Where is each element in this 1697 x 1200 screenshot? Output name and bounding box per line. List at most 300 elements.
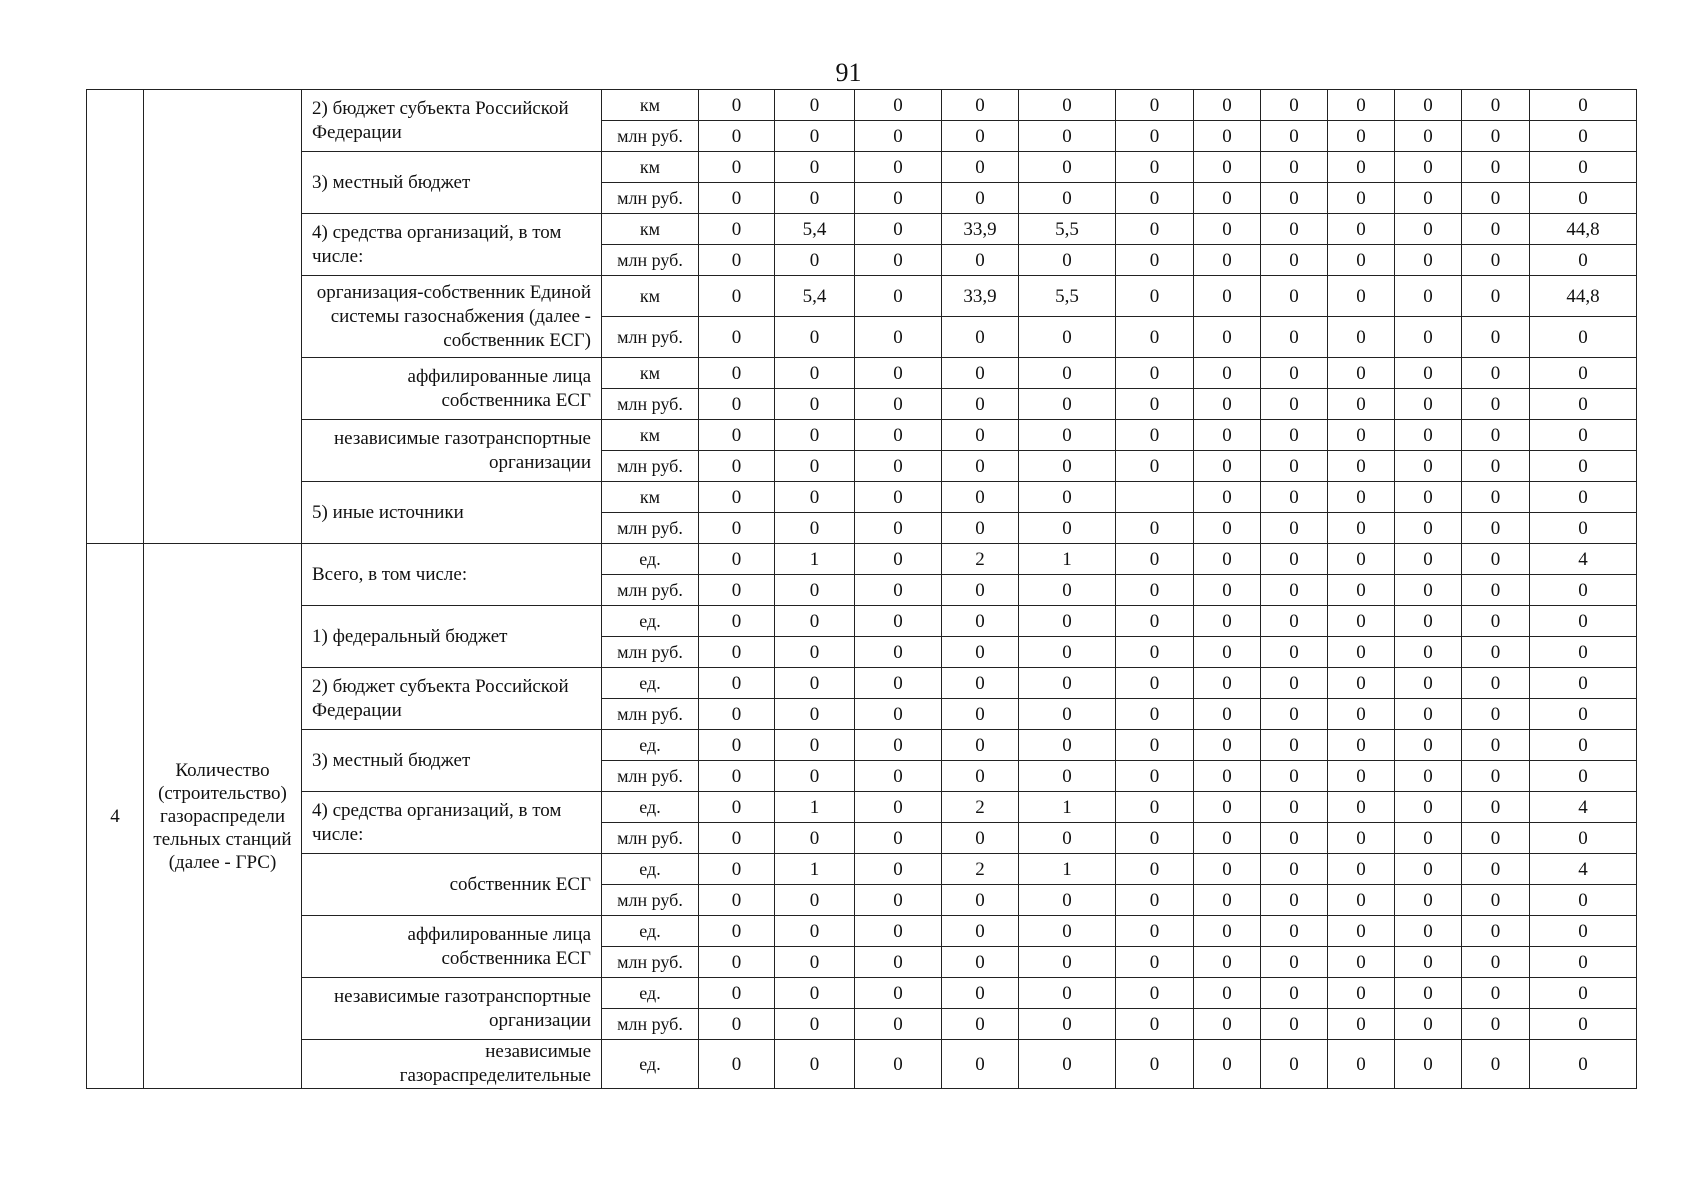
- value-cell: 0: [1530, 420, 1637, 451]
- value-cell: 0: [1328, 575, 1395, 606]
- value-cell: 0: [855, 575, 942, 606]
- value-cell: 0: [1462, 317, 1530, 358]
- value-cell: 0: [1261, 916, 1328, 947]
- unit-cell: млн руб.: [602, 1009, 699, 1040]
- value-cell: 0: [1395, 668, 1462, 699]
- value-cell: 0: [699, 245, 775, 276]
- value-cell: 0: [1019, 606, 1116, 637]
- value-cell: 0: [1116, 245, 1194, 276]
- value-cell: 0: [1019, 389, 1116, 420]
- value-cell: 0: [1194, 544, 1261, 575]
- value-cell: 0: [1462, 245, 1530, 276]
- value-cell: 0: [942, 482, 1019, 513]
- table-row: [87, 1040, 1637, 1089]
- value-cell: 0: [775, 358, 855, 389]
- value-cell: 0: [855, 245, 942, 276]
- value-cell: 0: [1328, 358, 1395, 389]
- value-cell: 0: [1462, 606, 1530, 637]
- value-cell: 0: [1194, 121, 1261, 152]
- value-cell: 0: [775, 699, 855, 730]
- value-cell: 2: [942, 544, 1019, 575]
- value-cell: 0: [1019, 152, 1116, 183]
- value-cell: 0: [1395, 389, 1462, 420]
- value-cell: 0: [942, 358, 1019, 389]
- value-cell: 0: [775, 451, 855, 482]
- table-row: [87, 214, 1637, 245]
- value-cell: 0: [942, 947, 1019, 978]
- value-cell: 0: [1462, 183, 1530, 214]
- value-cell: 0: [775, 389, 855, 420]
- value-cell: 4: [1530, 792, 1637, 823]
- value-cell: 0: [1395, 358, 1462, 389]
- value-cell: 0: [775, 637, 855, 668]
- value-cell: 4: [1530, 544, 1637, 575]
- value-cell: 0: [1261, 575, 1328, 606]
- value-cell: 0: [1328, 668, 1395, 699]
- value-cell: 0: [1261, 792, 1328, 823]
- value-cell: 0: [1116, 121, 1194, 152]
- value-cell: 0: [1462, 152, 1530, 183]
- value-cell: 0: [1328, 637, 1395, 668]
- value-cell: 0: [855, 637, 942, 668]
- value-cell: 0: [1395, 854, 1462, 885]
- budget-table: [86, 89, 1637, 1089]
- value-cell: 0: [1194, 854, 1261, 885]
- unit-cell: ед.: [602, 668, 699, 699]
- value-cell: 0: [1019, 668, 1116, 699]
- value-cell: 0: [1019, 637, 1116, 668]
- value-cell: 0: [1395, 513, 1462, 544]
- value-cell: 0: [1116, 575, 1194, 606]
- funding-source-label: 3) местный бюджет: [302, 152, 602, 214]
- value-cell: 0: [855, 699, 942, 730]
- value-cell: 0: [1328, 761, 1395, 792]
- table-row: [87, 152, 1637, 183]
- value-cell: 0: [855, 389, 942, 420]
- unit-cell: млн руб.: [602, 245, 699, 276]
- value-cell: 0: [1328, 276, 1395, 317]
- row-number-cell: 4: [87, 544, 144, 1089]
- value-cell: 0: [1395, 482, 1462, 513]
- value-cell: 0: [1530, 1040, 1637, 1089]
- value-cell: 0: [1261, 606, 1328, 637]
- value-cell: 0: [855, 885, 942, 916]
- unit-cell: ед.: [602, 544, 699, 575]
- value-cell: 0: [699, 358, 775, 389]
- value-cell: 0: [1116, 451, 1194, 482]
- value-cell: 0: [1019, 90, 1116, 121]
- value-cell: 0: [1116, 854, 1194, 885]
- value-cell: 0: [1116, 214, 1194, 245]
- value-cell: 0: [1395, 245, 1462, 276]
- value-cell: 0: [1395, 823, 1462, 854]
- funding-source-label: 5) иные источники: [302, 482, 602, 544]
- value-cell: 0: [1530, 947, 1637, 978]
- value-cell: 0: [1462, 544, 1530, 575]
- value-cell: 0: [775, 885, 855, 916]
- table-row: [87, 668, 1637, 699]
- value-cell: 0: [1530, 637, 1637, 668]
- table-row: [87, 730, 1637, 761]
- value-cell: 4: [1530, 854, 1637, 885]
- value-cell: 1: [775, 792, 855, 823]
- value-cell: 0: [942, 183, 1019, 214]
- value-cell: 0: [855, 916, 942, 947]
- value-cell: 0: [1261, 854, 1328, 885]
- value-cell: 0: [1019, 1009, 1116, 1040]
- value-cell: 5,5: [1019, 276, 1116, 317]
- value-cell: 0: [775, 183, 855, 214]
- page-number: 91: [835, 58, 862, 87]
- value-cell: 0: [775, 1009, 855, 1040]
- value-cell: 0: [1261, 317, 1328, 358]
- value-cell: 0: [1328, 792, 1395, 823]
- indicator-name-cell: [144, 90, 302, 544]
- value-cell: 0: [699, 389, 775, 420]
- value-cell: 0: [1395, 637, 1462, 668]
- value-cell: 0: [1019, 358, 1116, 389]
- value-cell: 0: [1395, 978, 1462, 1009]
- value-cell: 0: [942, 699, 1019, 730]
- unit-cell: млн руб.: [602, 121, 699, 152]
- value-cell: 0: [855, 823, 942, 854]
- value-cell: 0: [1116, 699, 1194, 730]
- value-cell: 0: [1462, 978, 1530, 1009]
- value-cell: 0: [699, 317, 775, 358]
- value-cell: 0: [855, 668, 942, 699]
- value-cell: 0: [699, 121, 775, 152]
- value-cell: 0: [775, 823, 855, 854]
- value-cell: 0: [1462, 668, 1530, 699]
- value-cell: 0: [699, 513, 775, 544]
- value-cell: 0: [855, 152, 942, 183]
- unit-cell: ед.: [602, 916, 699, 947]
- row-number-cell: [87, 90, 144, 544]
- funding-source-label: аффилированные лица собственника ЕСГ: [302, 358, 602, 420]
- value-cell: 0: [1261, 544, 1328, 575]
- value-cell: [1116, 482, 1194, 513]
- value-cell: 0: [1261, 885, 1328, 916]
- value-cell: 0: [1261, 276, 1328, 317]
- value-cell: 44,8: [1530, 214, 1637, 245]
- value-cell: 0: [1194, 823, 1261, 854]
- value-cell: 0: [1530, 761, 1637, 792]
- value-cell: 0: [775, 90, 855, 121]
- unit-cell: млн руб.: [602, 513, 699, 544]
- value-cell: 0: [775, 121, 855, 152]
- value-cell: 0: [1462, 451, 1530, 482]
- value-cell: 0: [1530, 1009, 1637, 1040]
- value-cell: 0: [855, 420, 942, 451]
- value-cell: 0: [1530, 668, 1637, 699]
- value-cell: 0: [942, 575, 1019, 606]
- value-cell: 0: [699, 482, 775, 513]
- value-cell: 0: [942, 451, 1019, 482]
- value-cell: 0: [1116, 916, 1194, 947]
- value-cell: 0: [1462, 792, 1530, 823]
- value-cell: 0: [775, 668, 855, 699]
- value-cell: 0: [1019, 482, 1116, 513]
- value-cell: 0: [1194, 451, 1261, 482]
- value-cell: 0: [942, 152, 1019, 183]
- value-cell: 0: [1194, 885, 1261, 916]
- value-cell: 0: [855, 451, 942, 482]
- unit-cell: км: [602, 90, 699, 121]
- value-cell: 0: [1019, 513, 1116, 544]
- value-cell: 0: [1395, 792, 1462, 823]
- value-cell: 0: [1530, 916, 1637, 947]
- value-cell: 0: [1530, 978, 1637, 1009]
- value-cell: 0: [1261, 823, 1328, 854]
- value-cell: 0: [1261, 668, 1328, 699]
- value-cell: 0: [1194, 606, 1261, 637]
- value-cell: 0: [1261, 1040, 1328, 1089]
- value-cell: 0: [1328, 730, 1395, 761]
- value-cell: 0: [1328, 482, 1395, 513]
- value-cell: 0: [1530, 823, 1637, 854]
- value-cell: 0: [775, 606, 855, 637]
- value-cell: 0: [1395, 152, 1462, 183]
- value-cell: 0: [1462, 885, 1530, 916]
- value-cell: 0: [1328, 1009, 1395, 1040]
- value-cell: 0: [1328, 854, 1395, 885]
- value-cell: 0: [855, 358, 942, 389]
- value-cell: 0: [855, 761, 942, 792]
- value-cell: 0: [1194, 276, 1261, 317]
- value-cell: 0: [1116, 1009, 1194, 1040]
- value-cell: 0: [942, 1009, 1019, 1040]
- indicator-name-cell: Количество (строительство) газораспредели тельных станций (далее - ГРС): [144, 544, 302, 1089]
- funding-source-label: независимые газораспределительные: [302, 1040, 602, 1089]
- value-cell: 1: [1019, 544, 1116, 575]
- value-cell: 0: [1019, 121, 1116, 152]
- value-cell: 0: [699, 637, 775, 668]
- value-cell: 0: [1194, 1009, 1261, 1040]
- value-cell: 0: [1194, 730, 1261, 761]
- value-cell: 0: [1395, 761, 1462, 792]
- value-cell: 0: [1116, 947, 1194, 978]
- value-cell: 0: [1395, 916, 1462, 947]
- unit-cell: км: [602, 482, 699, 513]
- unit-cell: км: [602, 420, 699, 451]
- table-row: [87, 854, 1637, 885]
- value-cell: 0: [775, 317, 855, 358]
- value-cell: 0: [1019, 761, 1116, 792]
- value-cell: 0: [1194, 575, 1261, 606]
- value-cell: 0: [1530, 121, 1637, 152]
- value-cell: 0: [855, 730, 942, 761]
- value-cell: 0: [1530, 358, 1637, 389]
- value-cell: 0: [942, 916, 1019, 947]
- value-cell: 0: [855, 1009, 942, 1040]
- value-cell: 0: [1019, 575, 1116, 606]
- value-cell: 0: [699, 451, 775, 482]
- value-cell: 0: [1019, 916, 1116, 947]
- value-cell: 0: [1328, 947, 1395, 978]
- value-cell: 0: [1261, 730, 1328, 761]
- value-cell: 0: [699, 276, 775, 317]
- value-cell: 0: [1116, 513, 1194, 544]
- value-cell: 0: [699, 152, 775, 183]
- value-cell: 0: [1116, 761, 1194, 792]
- value-cell: 0: [1261, 121, 1328, 152]
- value-cell: 0: [1328, 699, 1395, 730]
- value-cell: 0: [855, 978, 942, 1009]
- value-cell: 0: [1019, 245, 1116, 276]
- value-cell: 0: [855, 121, 942, 152]
- value-cell: 0: [855, 606, 942, 637]
- value-cell: 0: [1462, 699, 1530, 730]
- table-row: [87, 358, 1637, 389]
- value-cell: 0: [1462, 575, 1530, 606]
- value-cell: 0: [1462, 854, 1530, 885]
- value-cell: 0: [1116, 358, 1194, 389]
- value-cell: 0: [855, 513, 942, 544]
- value-cell: 0: [1116, 885, 1194, 916]
- value-cell: 5,5: [1019, 214, 1116, 245]
- value-cell: 0: [775, 575, 855, 606]
- value-cell: 0: [1462, 1009, 1530, 1040]
- value-cell: 33,9: [942, 214, 1019, 245]
- value-cell: 0: [1462, 637, 1530, 668]
- value-cell: 0: [855, 854, 942, 885]
- value-cell: 0: [1019, 730, 1116, 761]
- value-cell: 0: [1462, 214, 1530, 245]
- value-cell: 0: [1462, 276, 1530, 317]
- value-cell: 0: [855, 90, 942, 121]
- value-cell: 0: [775, 482, 855, 513]
- value-cell: 0: [1261, 482, 1328, 513]
- value-cell: 0: [1328, 214, 1395, 245]
- value-cell: 0: [1019, 947, 1116, 978]
- value-cell: 0: [1462, 420, 1530, 451]
- value-cell: 0: [775, 152, 855, 183]
- value-cell: 0: [1530, 90, 1637, 121]
- unit-cell: млн руб.: [602, 637, 699, 668]
- table-row: [87, 916, 1637, 947]
- value-cell: 0: [775, 1040, 855, 1089]
- funding-source-label: независимые газотранспортные организации: [302, 978, 602, 1040]
- value-cell: 5,4: [775, 276, 855, 317]
- value-cell: 0: [1194, 420, 1261, 451]
- funding-source-label: независимые газотранспортные организации: [302, 420, 602, 482]
- value-cell: 0: [699, 699, 775, 730]
- value-cell: 0: [1261, 389, 1328, 420]
- value-cell: 0: [699, 978, 775, 1009]
- value-cell: 0: [942, 245, 1019, 276]
- value-cell: 0: [855, 947, 942, 978]
- value-cell: 0: [1194, 482, 1261, 513]
- value-cell: 0: [942, 317, 1019, 358]
- funding-source-label: аффилированные лица собственника ЕСГ: [302, 916, 602, 978]
- funding-source-label: 4) средства организаций, в том числе:: [302, 214, 602, 276]
- value-cell: 0: [1019, 183, 1116, 214]
- table-row: [87, 978, 1637, 1009]
- value-cell: 0: [1530, 513, 1637, 544]
- value-cell: 0: [1019, 699, 1116, 730]
- unit-cell: км: [602, 358, 699, 389]
- value-cell: 0: [942, 885, 1019, 916]
- value-cell: 0: [855, 792, 942, 823]
- value-cell: 5,4: [775, 214, 855, 245]
- value-cell: 0: [1261, 637, 1328, 668]
- value-cell: 0: [1261, 90, 1328, 121]
- unit-cell: км: [602, 214, 699, 245]
- funding-source-label: 2) бюджет субъекта Российской Федерации: [302, 668, 602, 730]
- value-cell: 0: [699, 761, 775, 792]
- value-cell: 0: [942, 513, 1019, 544]
- value-cell: 0: [1395, 699, 1462, 730]
- value-cell: 0: [942, 668, 1019, 699]
- value-cell: 0: [1261, 1009, 1328, 1040]
- value-cell: 0: [942, 420, 1019, 451]
- value-cell: 0: [1261, 420, 1328, 451]
- unit-cell: млн руб.: [602, 885, 699, 916]
- funding-source-label: собственник ЕСГ: [302, 854, 602, 916]
- value-cell: 0: [1530, 451, 1637, 482]
- value-cell: 2: [942, 854, 1019, 885]
- unit-cell: млн руб.: [602, 317, 699, 358]
- unit-cell: ед.: [602, 854, 699, 885]
- unit-cell: млн руб.: [602, 389, 699, 420]
- value-cell: 0: [1395, 885, 1462, 916]
- value-cell: 0: [1116, 606, 1194, 637]
- value-cell: 0: [1395, 451, 1462, 482]
- unit-cell: млн руб.: [602, 823, 699, 854]
- value-cell: 0: [699, 730, 775, 761]
- value-cell: 1: [1019, 854, 1116, 885]
- value-cell: 0: [942, 978, 1019, 1009]
- table-row: [87, 544, 1637, 575]
- unit-cell: ед.: [602, 730, 699, 761]
- value-cell: 33,9: [942, 276, 1019, 317]
- value-cell: 0: [1116, 730, 1194, 761]
- value-cell: 0: [1019, 978, 1116, 1009]
- value-cell: 0: [1395, 730, 1462, 761]
- value-cell: 0: [699, 792, 775, 823]
- value-cell: 0: [1194, 668, 1261, 699]
- table-row: [87, 606, 1637, 637]
- value-cell: 0: [775, 420, 855, 451]
- funding-source-label: 3) местный бюджет: [302, 730, 602, 792]
- table-row: [87, 90, 1637, 121]
- value-cell: 0: [1261, 358, 1328, 389]
- value-cell: 0: [1019, 451, 1116, 482]
- value-cell: 0: [1116, 183, 1194, 214]
- value-cell: 0: [1194, 214, 1261, 245]
- value-cell: 0: [699, 947, 775, 978]
- funding-source-label: 1) федеральный бюджет: [302, 606, 602, 668]
- table-row: [87, 482, 1637, 513]
- value-cell: 0: [1116, 668, 1194, 699]
- value-cell: 0: [1328, 420, 1395, 451]
- value-cell: 0: [699, 885, 775, 916]
- value-cell: 0: [699, 544, 775, 575]
- value-cell: 0: [1328, 317, 1395, 358]
- unit-cell: млн руб.: [602, 761, 699, 792]
- value-cell: 0: [855, 183, 942, 214]
- value-cell: 0: [699, 823, 775, 854]
- value-cell: 0: [1395, 544, 1462, 575]
- value-cell: 44,8: [1530, 276, 1637, 317]
- value-cell: 1: [775, 544, 855, 575]
- value-cell: 0: [1462, 761, 1530, 792]
- value-cell: 0: [1261, 214, 1328, 245]
- value-cell: 0: [1328, 183, 1395, 214]
- value-cell: 0: [1194, 947, 1261, 978]
- value-cell: 0: [1019, 823, 1116, 854]
- unit-cell: млн руб.: [602, 575, 699, 606]
